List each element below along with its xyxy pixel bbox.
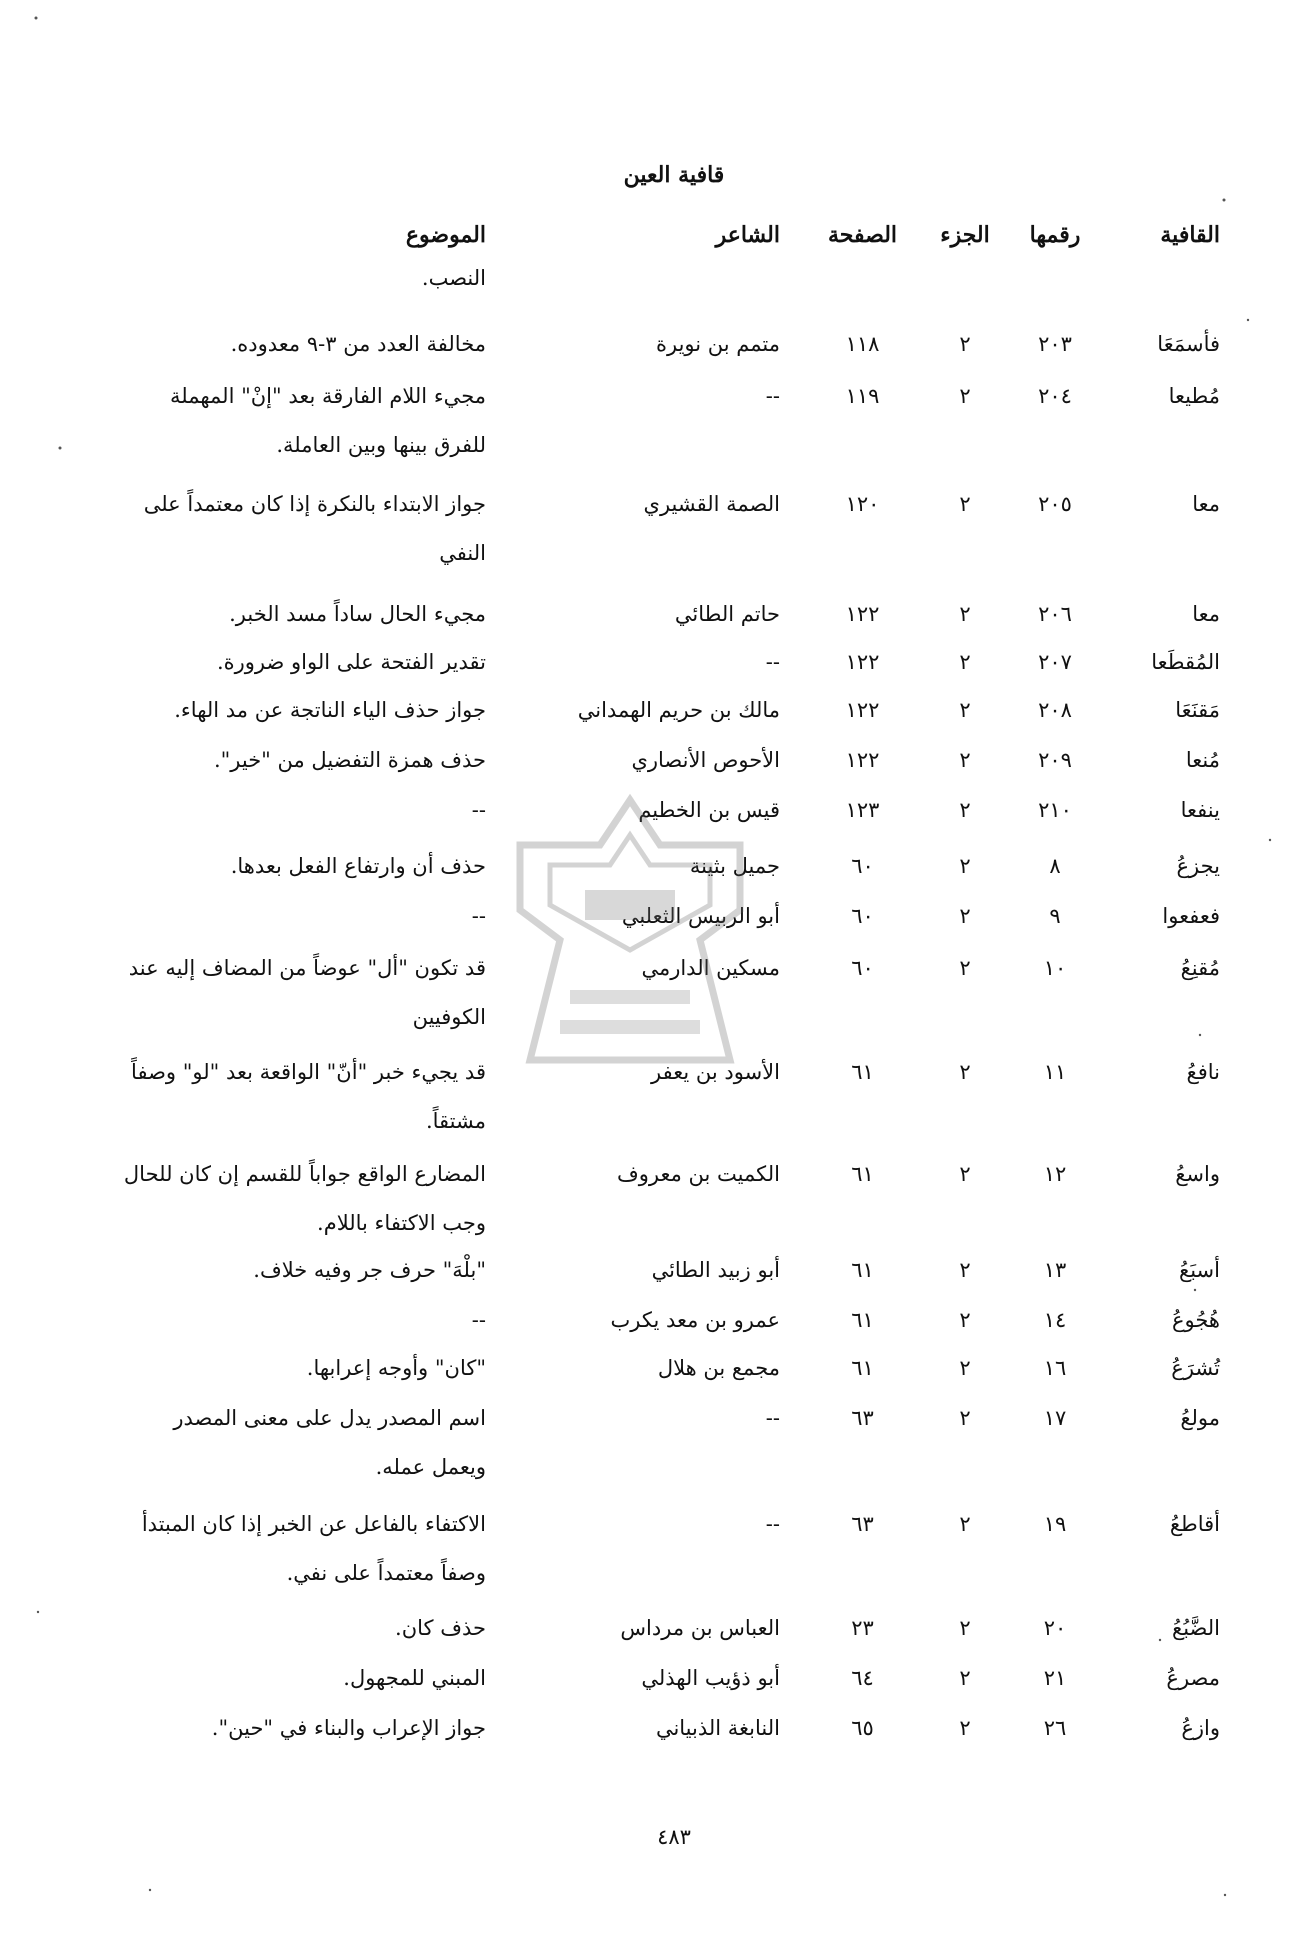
number-cell: ٢١ bbox=[1043, 1666, 1067, 1690]
number-cell: ٨ bbox=[1049, 854, 1061, 878]
poet-cell: أبو الربيس الثعلبي bbox=[621, 904, 780, 928]
topic-cell: جواز الابتداء بالنكرة إذا كان معتمداً على النفي bbox=[143, 492, 486, 565]
rhyme-cell: مصرعُ bbox=[1166, 1666, 1220, 1690]
number-cell: ٢٠٩ bbox=[1038, 748, 1072, 772]
number-cell: ٢٦ bbox=[1043, 1716, 1067, 1740]
rhyme-cell: هُجُوعُ bbox=[1171, 1308, 1220, 1332]
watermark-seal bbox=[490, 790, 770, 1080]
rhyme-cell: معا bbox=[1192, 492, 1220, 516]
part-cell: ٢ bbox=[959, 1258, 971, 1282]
poet-cell: -- bbox=[765, 384, 780, 408]
topic-cell: حذف كان. bbox=[395, 1616, 486, 1640]
topic-cell: الاكتفاء بالفاعل عن الخبر إذا كان المبتدأ وصفاً معتمداً على نفي. bbox=[141, 1512, 486, 1585]
number-cell: ٢٠٨ bbox=[1038, 698, 1072, 722]
number-cell: ٢٠٤ bbox=[1038, 384, 1072, 408]
rhyme-cell: المُقطَعا bbox=[1151, 650, 1220, 674]
header-poet: الشاعر bbox=[715, 222, 780, 248]
topic-cell: مجيء الحال ساداً مسد الخبر. bbox=[229, 602, 486, 626]
page-title: قافية العين bbox=[623, 162, 725, 188]
poet-cell: العباس بن مرداس bbox=[620, 1616, 780, 1640]
number-cell: ١٦ bbox=[1043, 1356, 1067, 1380]
number-cell: ١٤ bbox=[1043, 1308, 1067, 1332]
number-cell: ١٧ bbox=[1043, 1406, 1067, 1430]
page-cell: ٦٤ bbox=[851, 1666, 874, 1690]
page-cell: ٦١ bbox=[851, 1308, 874, 1332]
page-cell: ٦٠ bbox=[851, 854, 874, 878]
page-cell: ٦٣ bbox=[851, 1406, 874, 1430]
poet-cell: -- bbox=[765, 1512, 780, 1536]
rhyme-cell: مُنعا bbox=[1185, 748, 1220, 772]
part-cell: ٢ bbox=[959, 854, 971, 878]
page-cell: ١٢٢ bbox=[845, 698, 880, 722]
part-cell: ٢ bbox=[959, 904, 971, 928]
topic-cell: -- bbox=[471, 904, 486, 928]
rhyme-cell: أسبَعُ bbox=[1179, 1258, 1220, 1282]
poet-cell: قيس بن الخطيم bbox=[638, 798, 780, 822]
rhyme-cell: الضَّبُعُ bbox=[1172, 1616, 1220, 1640]
poet-cell: جميل بثينة bbox=[689, 854, 780, 878]
poet-cell: أبو ذؤيب الهذلي bbox=[641, 1666, 780, 1690]
topic-cell: -- bbox=[471, 798, 486, 822]
part-cell: ٢ bbox=[959, 1406, 971, 1430]
rhyme-cell: مَقنَعَا bbox=[1175, 698, 1220, 722]
poet-cell: مسكين الدارمي bbox=[641, 956, 780, 980]
part-cell: ٢ bbox=[959, 1162, 971, 1186]
part-cell: ٢ bbox=[959, 650, 971, 674]
poet-cell: متمم بن نويرة bbox=[655, 332, 780, 356]
page-cell: ١٢٢ bbox=[845, 602, 880, 626]
header-topic: الموضوع bbox=[405, 222, 486, 248]
number-cell: ٩ bbox=[1049, 904, 1061, 928]
rhyme-cell: فعفعوا bbox=[1162, 904, 1220, 928]
page-cell: ٦٠ bbox=[851, 956, 874, 980]
part-cell: ٢ bbox=[959, 748, 971, 772]
topic-cell: مخالفة العدد من ٣-٩ معدوده. bbox=[230, 332, 486, 356]
poet-cell: عمرو بن معد يكرب bbox=[610, 1308, 780, 1332]
number-cell: ٢٠٦ bbox=[1038, 602, 1072, 626]
page-cell: ١٢٣ bbox=[845, 798, 880, 822]
number-cell: ٢٠٥ bbox=[1038, 492, 1072, 516]
poet-cell: حاتم الطائي bbox=[674, 602, 780, 626]
topic-cell: تقدير الفتحة على الواو ضرورة. bbox=[216, 650, 486, 674]
rhyme-cell: تُشرَعُ bbox=[1171, 1356, 1220, 1380]
part-cell: ٢ bbox=[959, 956, 971, 980]
header-page: الصفحة bbox=[827, 222, 898, 248]
header-number: رقمها bbox=[1029, 222, 1081, 248]
page-cell: ٦١ bbox=[851, 1356, 874, 1380]
topic-cell: جواز حذف الياء الناتجة عن مد الهاء. bbox=[174, 698, 486, 722]
topic-cell: قد يجيء خبر "أنّ" الواقعة بعد "لو" وصفاً مشتقاً. bbox=[131, 1060, 486, 1133]
page-cell: ١٢٢ bbox=[845, 650, 880, 674]
topic-cell: حذف همزة التفضيل من "خير". bbox=[213, 748, 486, 772]
rhyme-cell: يجزعُ bbox=[1176, 854, 1220, 878]
page-cell: ٦١ bbox=[851, 1060, 874, 1084]
part-cell: ٢ bbox=[959, 1308, 971, 1332]
number-cell: ١٣ bbox=[1043, 1258, 1067, 1282]
poet-cell: -- bbox=[765, 650, 780, 674]
part-cell: ٢ bbox=[959, 1616, 971, 1640]
rhyme-cell: واسعُ bbox=[1175, 1162, 1220, 1186]
number-cell: ١٢ bbox=[1043, 1162, 1067, 1186]
rhyme-cell: نافعُ bbox=[1186, 1060, 1220, 1084]
part-cell: ٢ bbox=[959, 1356, 971, 1380]
part-cell: ٢ bbox=[959, 602, 971, 626]
number-cell: ٢٠٧ bbox=[1038, 650, 1072, 674]
topic-cell: المضارع الواقع جواباً للقسم إن كان للحال وجب الاكتفاء باللام. bbox=[123, 1162, 486, 1235]
poet-cell: مجمع بن هلال bbox=[657, 1356, 780, 1380]
part-cell: ٢ bbox=[959, 1512, 971, 1536]
number-cell: ١٩ bbox=[1043, 1512, 1067, 1536]
header-part: الجزء bbox=[940, 222, 990, 248]
page-cell: ١١٩ bbox=[845, 384, 880, 408]
intro-text: النصب. bbox=[421, 266, 486, 290]
poet-cell: -- bbox=[765, 1406, 780, 1430]
topic-cell: "كان" وأوجه إعرابها. bbox=[306, 1356, 486, 1380]
page-cell: ١٢٢ bbox=[845, 748, 880, 772]
topic-cell: "بلْهَ" حرف جر وفيه خلاف. bbox=[253, 1258, 486, 1282]
topic-cell: جواز الإعراب والبناء في "حين". bbox=[211, 1716, 486, 1740]
number-cell: ١٠ bbox=[1043, 956, 1067, 980]
page-number: ٤٨٣ bbox=[657, 1825, 691, 1849]
part-cell: ٢ bbox=[959, 798, 971, 822]
poet-cell: النابغة الذبياني bbox=[655, 1716, 780, 1740]
page-cell: ٦١ bbox=[851, 1162, 874, 1186]
page-cell: ١٢٠ bbox=[845, 492, 880, 516]
page-cell: ١١٨ bbox=[845, 332, 880, 356]
rhyme-cell: معا bbox=[1192, 602, 1220, 626]
topic-cell: مجيء اللام الفارقة بعد "إنْ" المهملة للفرق بينها وبين العاملة. bbox=[170, 384, 486, 457]
topic-cell: حذف أن وارتفاع الفعل بعدها. bbox=[230, 854, 486, 878]
poet-cell: الصمة القشيري bbox=[643, 492, 780, 516]
rhyme-cell: أقاطعُ bbox=[1169, 1512, 1220, 1536]
page-cell: ٦١ bbox=[851, 1258, 874, 1282]
page-cell: ٢٣ bbox=[851, 1616, 874, 1640]
part-cell: ٢ bbox=[959, 698, 971, 722]
poet-cell: الأحوص الأنصاري bbox=[631, 748, 780, 772]
rhyme-cell: وازعُ bbox=[1181, 1716, 1220, 1740]
poet-cell: الكميت بن معروف bbox=[617, 1162, 780, 1186]
topic-cell: المبني للمجهول. bbox=[343, 1666, 486, 1690]
part-cell: ٢ bbox=[959, 384, 971, 408]
number-cell: ٢١٠ bbox=[1038, 798, 1072, 822]
part-cell: ٢ bbox=[959, 1666, 971, 1690]
part-cell: ٢ bbox=[959, 1716, 971, 1740]
poet-cell: أبو زبيد الطائي bbox=[651, 1258, 780, 1282]
part-cell: ٢ bbox=[959, 332, 971, 356]
poet-cell: الأسود بن يعفر bbox=[651, 1060, 780, 1084]
header-rhyme: القافية bbox=[1160, 222, 1220, 248]
topic-cell: -- bbox=[471, 1308, 486, 1332]
rhyme-cell: مُقنِعُ bbox=[1180, 956, 1220, 980]
rhyme-cell: ينفعا bbox=[1180, 798, 1220, 822]
part-cell: ٢ bbox=[959, 492, 971, 516]
topic-cell: اسم المصدر يدل على معنى المصدر ويعمل عمله. bbox=[173, 1406, 486, 1479]
number-cell: ١١ bbox=[1043, 1060, 1067, 1084]
number-cell: ٢٠٣ bbox=[1038, 332, 1072, 356]
page-cell: ٦٥ bbox=[851, 1716, 874, 1740]
rhyme-cell: فأسمَعَا bbox=[1157, 332, 1220, 356]
poet-cell: مالك بن حريم الهمداني bbox=[577, 698, 780, 722]
number-cell: ٢٠ bbox=[1043, 1616, 1067, 1640]
rhyme-cell: مُطيعا bbox=[1168, 384, 1220, 408]
page-cell: ٦٣ bbox=[851, 1512, 874, 1536]
rhyme-cell: مولعُ bbox=[1180, 1406, 1220, 1430]
page-cell: ٦٠ bbox=[851, 904, 874, 928]
topic-cell: قد تكون "أل" عوضاً من المضاف إليه عند الكوفيين bbox=[128, 956, 486, 1029]
part-cell: ٢ bbox=[959, 1060, 971, 1084]
